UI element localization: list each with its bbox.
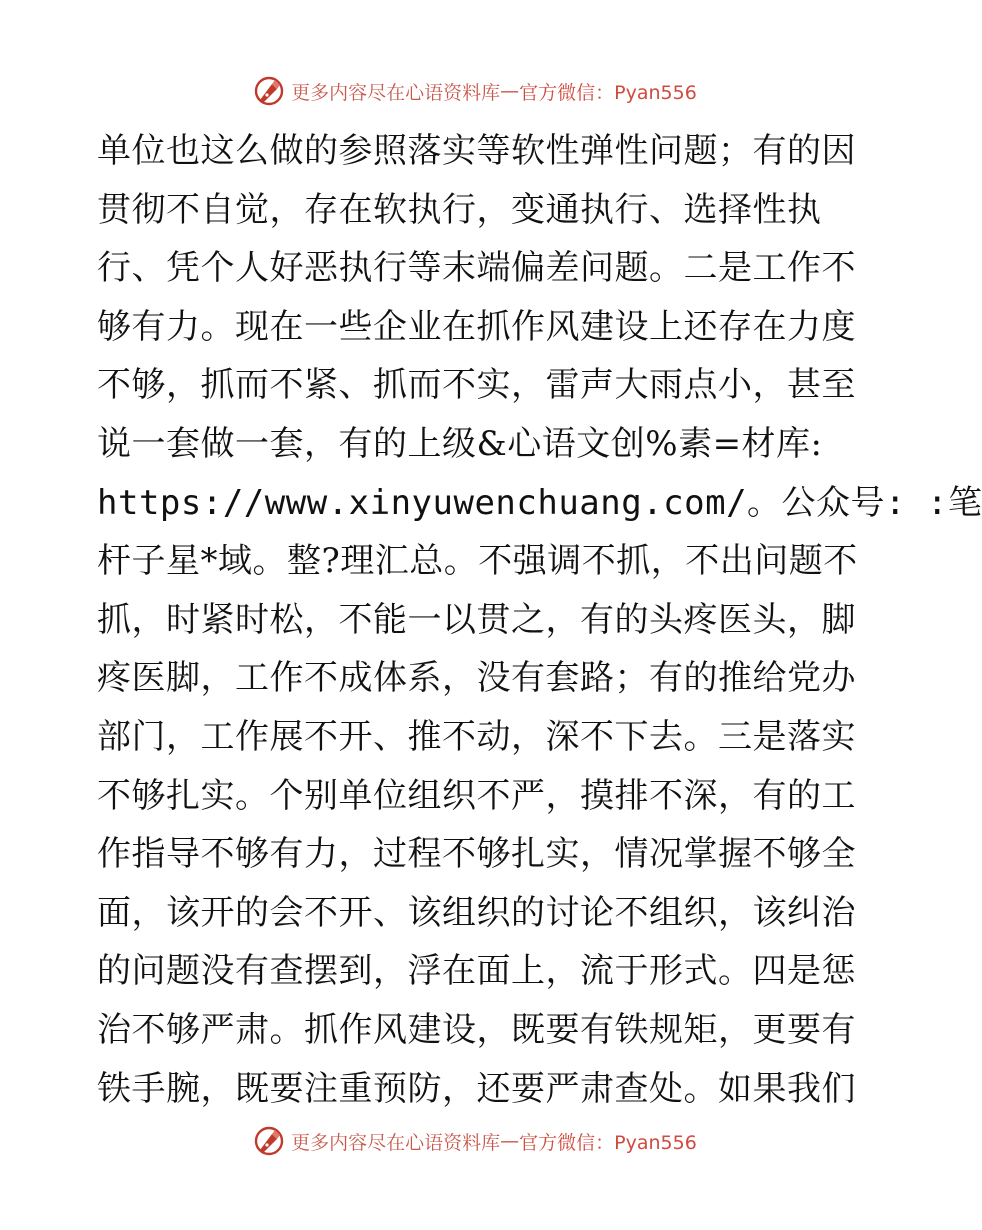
- text-line: 治不够严肃。抓作风建设，既要有铁规矩，更要有: [97, 1009, 856, 1050]
- banner-text: 更多内容尽在心语资料库: [291, 81, 501, 104]
- text-line: 不够扎实。个别单位组织不严，摸排不深，有的工: [97, 775, 856, 816]
- banner-text: 更多内容尽在心语资料库: [291, 1131, 501, 1154]
- text-line: 作指导不够有力，过程不够扎实，情况掌握不够全: [97, 834, 856, 875]
- pen-nib-logo-icon: [253, 75, 285, 107]
- banner-separator: —: [500, 1130, 520, 1152]
- text-line: 的问题没有查摆到，浮在面上，流于形式。四是惩: [97, 951, 856, 992]
- text-line: 单位也这么做的参照落实等软性弹性问题；有的因: [97, 131, 856, 171]
- text-line: 行、凭个人好恶执行等末端偏差问题。二是工作不: [97, 248, 856, 289]
- header-banner: [0, 71, 950, 111]
- document-body: [97, 122, 982, 1118]
- banner-separator: —: [500, 80, 520, 102]
- banner-wechat: 官方微信：Pyan556: [519, 81, 697, 104]
- text-line: 部门，工作展不开、推不动，深不下去。三是落实: [97, 716, 856, 757]
- text-line: 说一套做一套，有的上级&心语文创%素=材库:: [97, 423, 823, 464]
- text-line: 铁手腕，既要注重预防，还要严肃查处。如果我们: [97, 1068, 856, 1109]
- footer-banner: [0, 1121, 950, 1161]
- text-line: 杆子星*域。整?理汇总。不强调不抓，不出问题不: [97, 541, 858, 582]
- pen-nib-logo-icon: [253, 1125, 285, 1157]
- text-line: 贯彻不自觉，存在软执行，变通执行、选择性执: [97, 189, 822, 230]
- text-line-url: https://www.xinyuwenchuang.com/。公众号: :笔: [97, 482, 982, 523]
- text-line: 疼医脚，工作不成体系，没有套路；有的推给党办: [97, 658, 856, 699]
- text-line: 不够，抓而不紧、抓而不实，雷声大雨点小，甚至: [97, 365, 856, 406]
- text-line: 抓，时紧时松，不能一以贯之，有的头疼医头，脚: [97, 599, 856, 640]
- text-line: 够有力。现在一些企业在抓作风建设上还存在力度: [97, 306, 856, 347]
- banner-wechat: 官方微信：Pyan556: [519, 1131, 697, 1154]
- text-line: 面，该开的会不开、该组织的讨论不组织，该纠治: [97, 892, 856, 933]
